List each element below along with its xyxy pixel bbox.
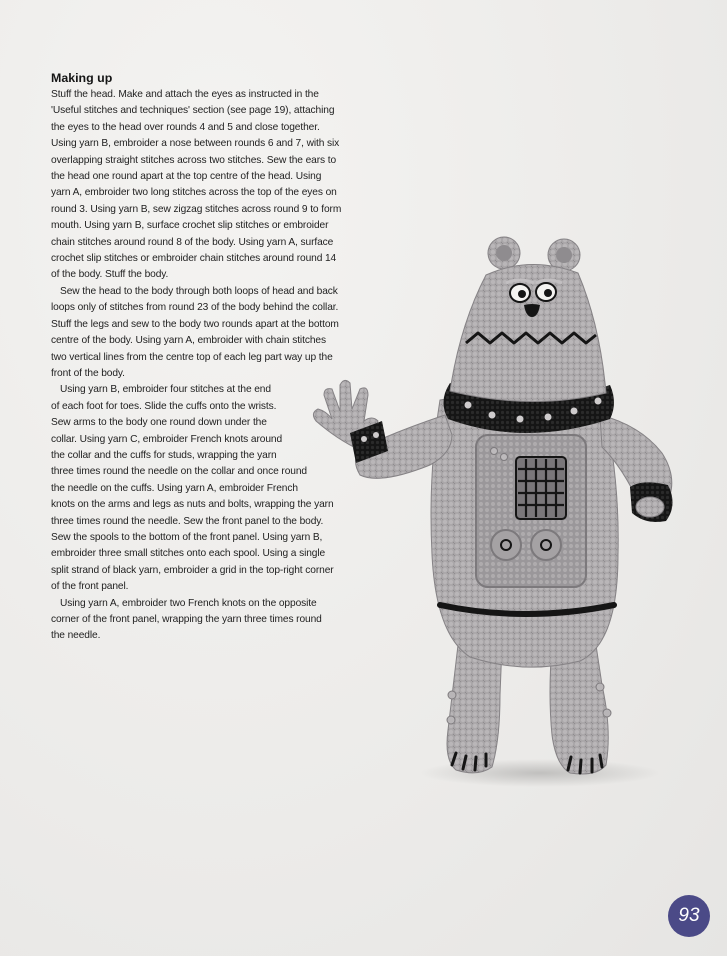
text-line: Sew the head to the body through both loops of head and back [60,285,338,297]
text-line: Stuff the legs and sew to the body two rounds apart at the bottom [51,318,339,330]
text-line: loops only of stitches from round 23 of the body behind the collar. [51,302,339,314]
text-line: split strand of black yarn, embroider a grid in the top-right corner [51,564,334,576]
text-line: the collar and the cuffs for studs, wrapping the yarn [51,449,277,461]
text-line: Sew the spools to the bottom of the front panel. Using yarn B, [51,531,323,543]
text-line: of the front panel. [51,581,129,593]
text-line: chain stitches around round 8 of the body. Using yarn A, surface [51,236,334,248]
text-line: collar. Using yarn C, embroider French knots around [51,433,283,445]
text-line: Using yarn B, embroider a nose between rounds 6 and 7, with six [51,138,340,150]
text-line: of the body. Stuff the body. [51,269,169,281]
text-line: of each foot for toes. Slide the cuffs onto the wrists. [51,400,277,412]
text-line: crochet slip stitches or embroider chain stitches around round 14 [51,253,337,265]
text-line: two vertical lines from the centre top of each leg part way up the [51,351,333,363]
text-line: Using yarn A, embroider two French knots on the opposite [60,597,317,609]
text-line: corner of the front panel, wrapping the yarn three times round [51,614,322,625]
text-line: yarn A, embroider two long stitches across the top of the eyes on [51,187,337,199]
page-number-badge: 93 [668,895,710,937]
left-arm [313,380,452,478]
text-line: three times round the needle. Sew the front panel to the body. [51,515,324,527]
text-line: the needle on the cuffs. Using yarn A, embroider French [51,482,298,494]
text-line: mouth. Using yarn B, surface crochet slip stitches or embroider [51,220,329,232]
text-line: embroider three small stitches onto each spool. Using a single [51,548,326,560]
text-line: overlapping straight stitches across two stitches. Sew the ears to [51,154,337,166]
text-line: front of the body. [51,367,125,379]
text-line: the eyes to the head over rounds 4 and 5 and close together. [51,121,320,133]
text-line: knots on the arms and legs as nuts and bolts, wrapping the yarn [51,499,334,511]
section-heading: Making up [51,71,113,85]
text-line: centre of the body. Using yarn A, embroider with chain stitches [51,335,326,347]
text-line: the needle. [51,630,101,642]
front-panel [476,435,586,587]
text-line: three times round the needle on the collar and once round [51,466,307,478]
head [450,237,606,402]
crochet-robot-bear-photo [280,225,700,795]
text-line: 'Useful stitches and techniques' section (see page 19), attaching [51,105,335,117]
text-line: Using yarn B, embroider four stitches at the end [60,384,271,396]
text-line: Stuff the head. Make and attach the eyes as instructed in the [51,89,319,100]
text-line: the head one round apart at the top centre of the head. Using [51,171,322,183]
text-line: Sew arms to the body one round down under the [51,417,267,429]
text-line: round 3. Using yarn B, sew zigzag stitches across round 9 to form [51,203,342,215]
